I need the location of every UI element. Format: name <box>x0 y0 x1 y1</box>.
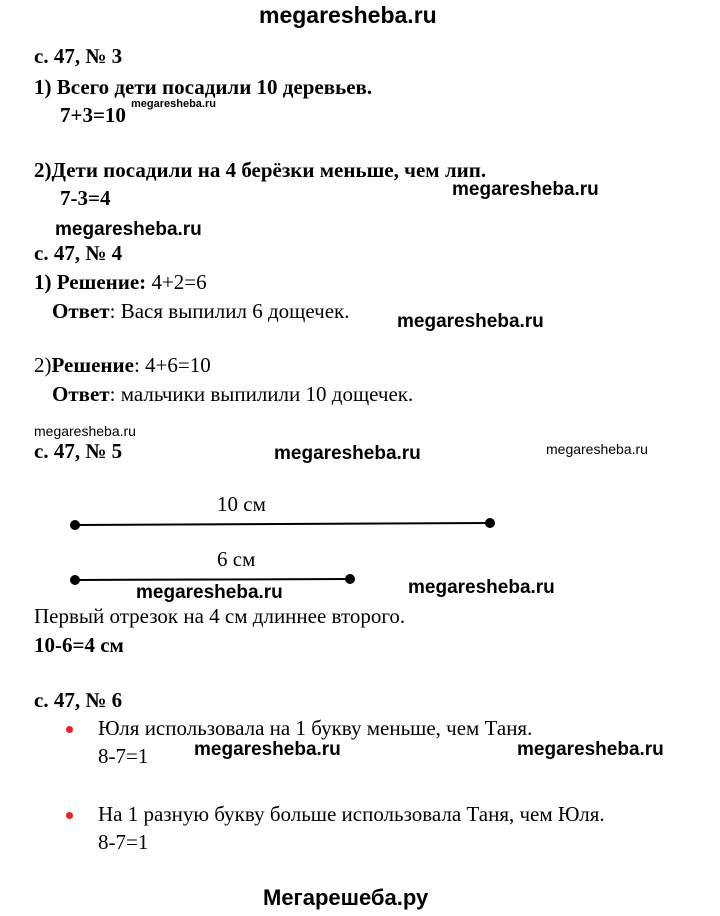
segment-6cm-start-point <box>70 575 80 585</box>
task6-bullet2-equation: 8-7=1 <box>98 830 149 854</box>
task6-bullet1-equation: 8-7=1 <box>98 744 149 768</box>
segment-6cm <box>75 579 350 580</box>
watermark-bold: megaresheba.ru <box>452 179 599 200</box>
task3-eq1: 7+3=10 <box>60 103 126 127</box>
task3-item1: 1) Всего дети посадили 10 деревьев. <box>34 75 373 99</box>
task3-heading: с. 47, № 3 <box>34 44 123 68</box>
watermark-bold: megaresheba.ru <box>55 219 202 240</box>
segment-10cm-end-point <box>485 518 495 528</box>
task6-bullet1: Юля использовала на 1 букву меньше, чем Таня. <box>98 716 533 740</box>
segment-6cm-label: 6 см <box>217 547 256 571</box>
task3-eq2: 7-3=4 <box>60 186 111 210</box>
bullet-icon <box>66 726 73 733</box>
task4-part2-answer-label: Ответ <box>52 382 110 406</box>
watermark-small: megaresheba.ru <box>546 441 648 457</box>
watermark-bold: megaresheba.ru <box>274 443 421 464</box>
footer-site-name: Мегарешеба.ру <box>263 885 429 910</box>
task6-bullet2: На 1 разную букву больше использовала Таня, чем Юля. <box>98 802 605 826</box>
segment-6cm-end-point <box>345 574 355 584</box>
watermark-bold: megaresheba.ru <box>136 582 283 603</box>
watermark-bold: megaresheba.ru <box>194 739 341 760</box>
task4-part2-answer-text: : мальчики выпилили 10 дощечек. <box>109 382 414 406</box>
task4-part2-equation: : 4+6=10 <box>133 353 211 377</box>
task4-part1-answer-text: : Вася выпилил 6 дощечек. <box>109 299 350 323</box>
segment-10cm-start-point <box>70 520 80 530</box>
task4-heading: с. 47, № 4 <box>34 241 123 265</box>
task4-part1-answer-label: Ответ <box>52 299 110 323</box>
task5-conclusion: Первый отрезок на 4 см длиннее второго. <box>34 604 406 628</box>
task6-heading: с. 47, № 6 <box>34 688 123 712</box>
task5-heading: с. 47, № 5 <box>34 439 123 463</box>
task4-part1-equation: 4+2=6 <box>146 270 207 294</box>
task4-part1-solution-label: 1) Решение: <box>34 270 147 294</box>
watermark-bold: megaresheba.ru <box>408 577 555 598</box>
task5-equation: 10-6=4 см <box>34 633 124 657</box>
bullet-icon <box>66 812 73 819</box>
header-site-name: megaresheba.ru <box>259 2 437 28</box>
watermark-small: megaresheba.ru <box>131 98 216 110</box>
task4-part2-number: 2) <box>34 353 52 377</box>
task4-part2-solution-label: Решение <box>51 353 134 377</box>
watermark-bold: megaresheba.ru <box>517 739 664 760</box>
watermark-small: megaresheba.ru <box>34 423 136 439</box>
task3-item2: 2)Дети посадили на 4 берёзки меньше, чем лип. <box>34 158 487 182</box>
segment-10cm <box>75 523 490 525</box>
segment-10cm-label: 10 см <box>217 492 266 516</box>
watermark-bold: megaresheba.ru <box>397 311 544 332</box>
